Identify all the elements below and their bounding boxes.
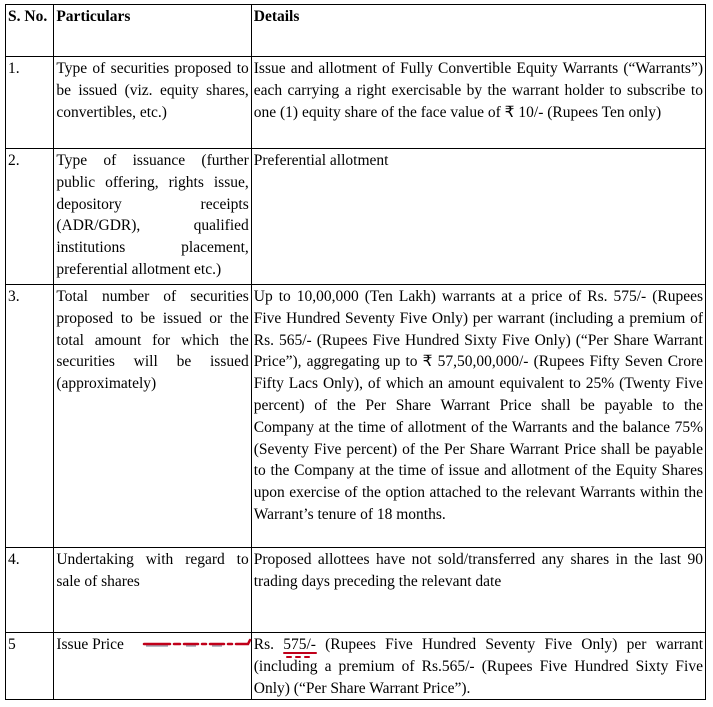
row-details: Proposed allottees have not sold/transferred any shares in the last 90 trading days preceding the relevant date	[251, 548, 705, 633]
row-sno: 2.	[6, 149, 54, 285]
row-sno: 1.	[6, 57, 54, 149]
row-details: Issue and allotment of Fully Convertible Equity Warrants (“Warrants”) each carrying a right exercisable by the warrant holder to subscribe to one (1) equity share of the face value of ₹ 10/- (Rupees Ten only)	[251, 57, 705, 149]
row-sno: 4.	[6, 548, 54, 633]
table-row	[6, 633, 706, 700]
header-particulars: Particulars	[54, 5, 251, 57]
row-particulars: Type of securities proposed to be issued (viz. equity shares, convertibles, etc.)	[54, 57, 251, 149]
header-row	[6, 5, 706, 57]
row-details: Rs. 575/- (Rupees Five Hundred Seventy Five Only) per warrant (including a premium of Rs.565/- (Rupees Five Hundred Sixty Five Only) (“Per Share Warrant Price”).	[251, 633, 705, 700]
redline-underline-mark	[140, 636, 256, 650]
row-sno: 3.	[6, 285, 54, 548]
row-particulars: Total number of securities proposed to be issued or the total amount for which the securities will be issued (approximately)	[54, 285, 251, 548]
price-underline-stroke	[284, 653, 316, 657]
issue-details-table	[5, 4, 706, 700]
header-details: Details	[251, 5, 705, 57]
row-particulars: Undertaking with regard to sale of shares	[54, 548, 251, 633]
table-row	[6, 548, 706, 633]
row-particulars: Issue Price	[54, 633, 251, 700]
row-particulars: Type of issuance (further public offering, rights issue, depository receipts (ADR/GDR), qualified institutions placement, preferential allotment etc.)	[54, 149, 251, 285]
table-row	[6, 149, 706, 285]
header-sno: S. No.	[6, 5, 54, 57]
redline-stroke	[144, 640, 250, 644]
row-details: Preferential allotment	[251, 149, 705, 285]
price-underline-mark	[282, 650, 322, 660]
table-row	[6, 57, 706, 149]
table-row	[6, 285, 706, 548]
row-sno: 5	[6, 633, 54, 700]
row-details: Up to 10,00,000 (Ten Lakh) warrants at a price of Rs. 575/- (Rupees Five Hundred Seventy Five Only) per warrant (including a premium of Rs. 565/- (Rupees Five Hundred Sixty Five Only) (“Per Share Warrant Price”), aggregating up to ₹ 57,50,00,000/- (Rupees Fifty Seven Crore Fifty Lacs Only), of which an amount equivalent to 25% (Twenty Five percent) of the Per Share Warrant Price shall be payable to the Company at the time of allotment of the Warrants and the balance 75% (Seventy Five percent) of the Per Share Warrant Price shall be payable to the Company at the time of issue and allotment of the Equity Shares upon exercise of the option attached to the relevant Warrants within the Warrant’s tenure of 18 months.	[251, 285, 705, 548]
